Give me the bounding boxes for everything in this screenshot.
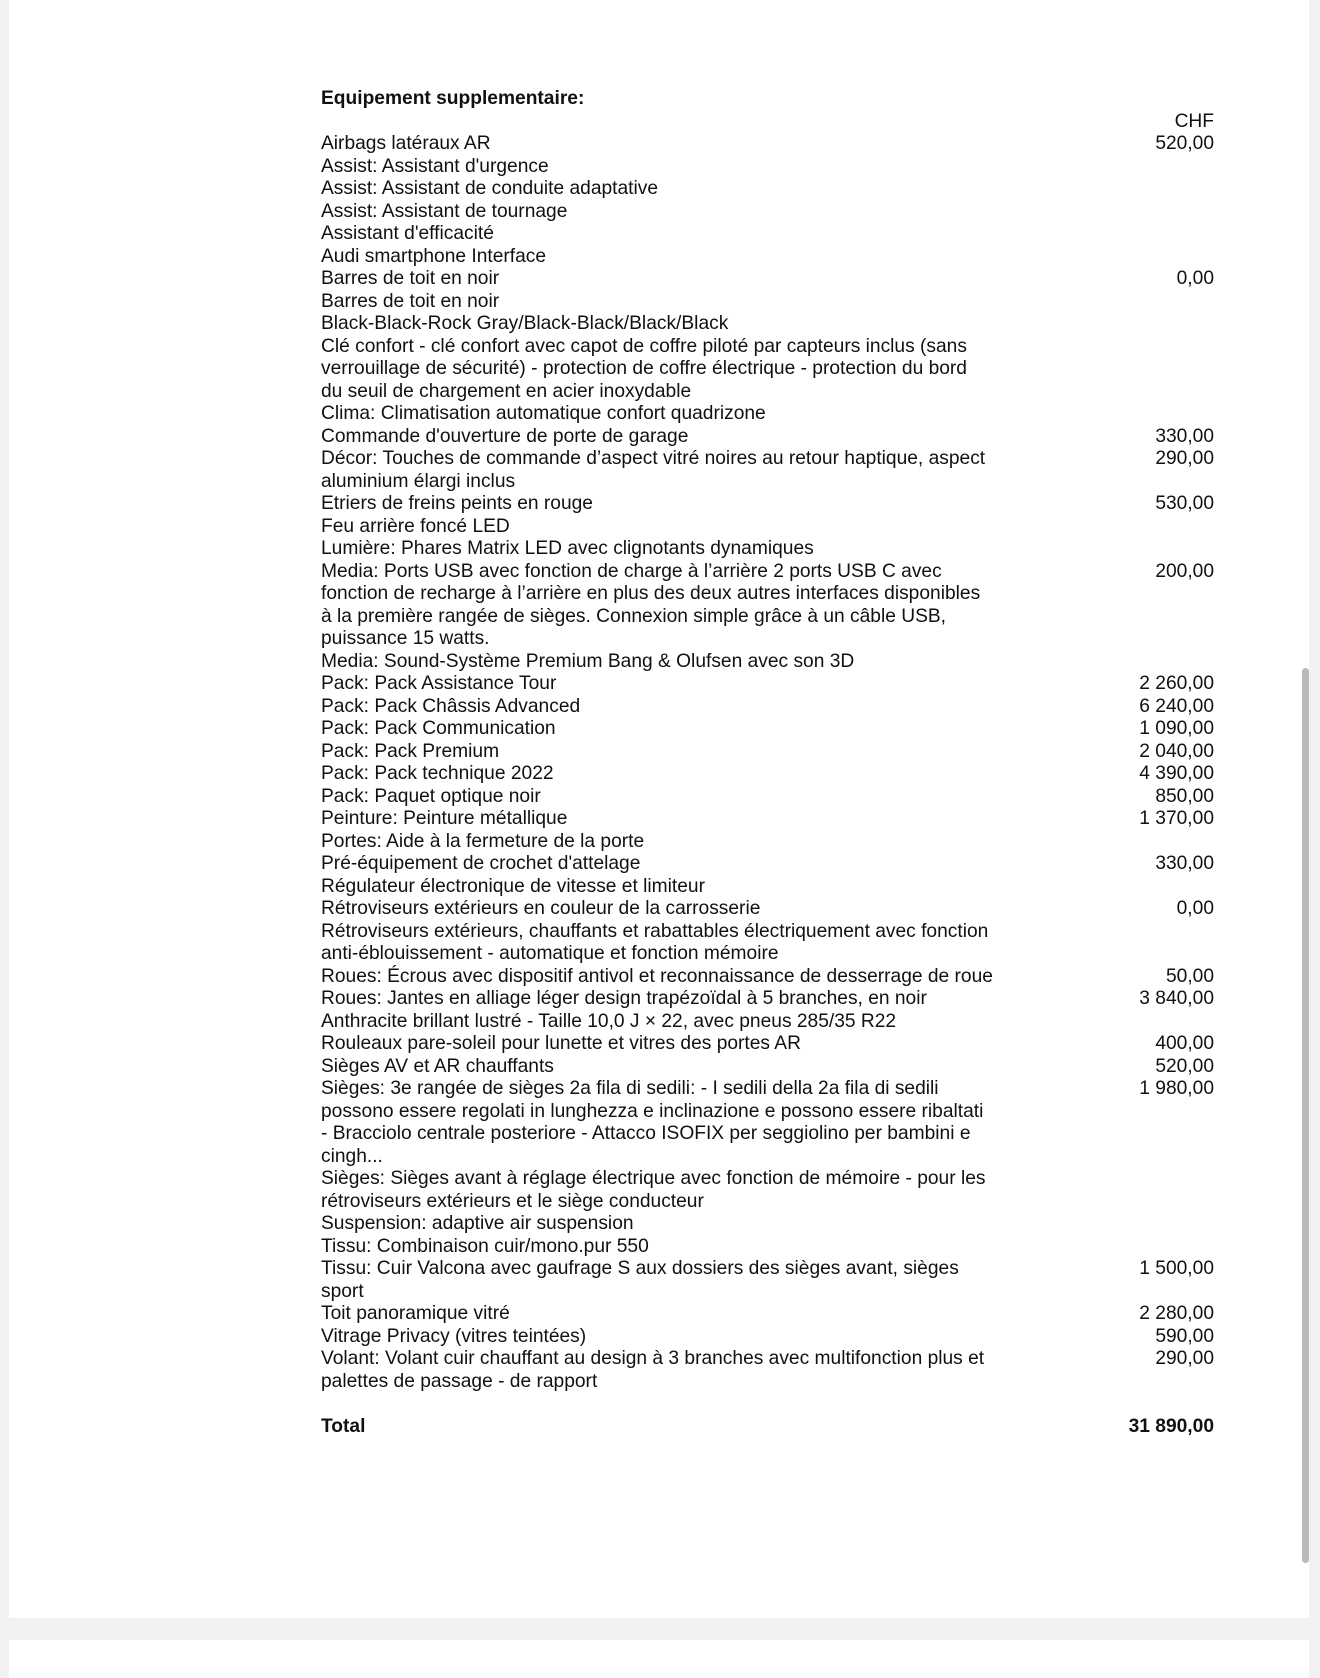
equipment-row bbox=[321, 696, 1214, 719]
equipment-row bbox=[321, 1213, 1214, 1236]
equipment-label: Décor: Touches de commande d’aspect vitré noires au retour haptique, aspect aluminium élargi inclus bbox=[321, 448, 986, 492]
equipment-label: Feu arrière foncé LED bbox=[321, 515, 510, 537]
equipment-row bbox=[321, 516, 1214, 539]
equipment-row bbox=[321, 1236, 1214, 1259]
equipment-row bbox=[321, 898, 1214, 921]
equipment-price: 0,00 bbox=[1176, 268, 1214, 289]
equipment-row bbox=[321, 1326, 1214, 1349]
equipment-price: 0,00 bbox=[1176, 898, 1214, 919]
equipment-price: 330,00 bbox=[1155, 425, 1214, 447]
equipment-price: 4 390,00 bbox=[1139, 763, 1214, 784]
equipment-label: Assist: Assistant de conduite adaptative bbox=[321, 178, 659, 199]
equipment-price: 1 980,00 bbox=[1139, 1078, 1214, 1099]
equipment-row bbox=[321, 831, 1214, 854]
equipment-price: 2 260,00 bbox=[1139, 673, 1214, 694]
equipment-label: Clé confort - clé confort avec capot de coffre piloté par capteurs inclus (sans verrouillage de sécurité) - protection de coffre électrique - protection du bord du seuil de chargement en acier inoxydable bbox=[321, 335, 967, 402]
equipment-row bbox=[321, 201, 1214, 224]
equipment-row bbox=[321, 763, 1214, 786]
equipment-row bbox=[321, 246, 1214, 269]
equipment-row bbox=[321, 1056, 1214, 1079]
next-page bbox=[9, 1640, 1309, 1678]
equipment-label: Assistant d'efficacité bbox=[321, 223, 494, 244]
equipment-price: 200,00 bbox=[1155, 560, 1214, 582]
document-page bbox=[9, 0, 1309, 1618]
equipment-row bbox=[321, 223, 1214, 246]
equipment-label: Pack: Paquet optique noir bbox=[321, 785, 541, 807]
equipment-list bbox=[321, 88, 1214, 1438]
equipment-row bbox=[321, 1303, 1214, 1326]
equipment-row bbox=[321, 538, 1214, 561]
equipment-label: Rétroviseurs extérieurs en couleur de la carrosserie bbox=[321, 898, 761, 919]
equipment-label: Volant: Volant cuir chauffant au design à 3 branches avec multifonction plus et palettes de passage - de rapport bbox=[321, 1348, 985, 1392]
equipment-price: 3 840,00 bbox=[1139, 988, 1214, 1009]
equipment-label: Roues: Jantes en alliage léger design trapézoïdal à 5 branches, en noir Anthracite brillant lustré - Taille 10,0 J × 22, avec pneus 285/35 R22 bbox=[321, 988, 927, 1032]
equipment-row bbox=[321, 403, 1214, 426]
equipment-row bbox=[321, 336, 1214, 404]
equipment-label: Suspension: adaptive air suspension bbox=[321, 1213, 634, 1234]
equipment-price: 1 090,00 bbox=[1139, 718, 1214, 739]
equipment-label: Pack: Pack Premium bbox=[321, 740, 500, 762]
equipment-price: 850,00 bbox=[1155, 785, 1214, 807]
equipment-row bbox=[321, 673, 1214, 696]
total-row bbox=[321, 1416, 1214, 1439]
equipment-label: Pack: Pack Assistance Tour bbox=[321, 673, 557, 694]
equipment-label: Clima: Climatisation automatique confort quadrizone bbox=[321, 403, 766, 424]
equipment-price: 290,00 bbox=[1155, 448, 1214, 469]
equipment-row bbox=[321, 1258, 1214, 1303]
equipment-label: Rétroviseurs extérieurs, chauffants et rabattables électriquement avec fonction anti-éblouissement - automatique et fonction mémoire bbox=[321, 920, 989, 964]
equipment-label: Sièges: Sièges avant à réglage électrique avec fonction de mémoire - pour les rétroviseurs extérieurs et le siège conducteur bbox=[321, 1168, 986, 1212]
equipment-row bbox=[321, 718, 1214, 741]
equipment-label: Black-Black-Rock Gray/Black-Black/Black/Black bbox=[321, 313, 729, 334]
equipment-label: Barres de toit en noir bbox=[321, 268, 500, 289]
equipment-label: Peinture: Peinture métallique bbox=[321, 808, 568, 829]
equipment-row bbox=[321, 786, 1214, 809]
equipment-label: Etriers de freins peints en rouge bbox=[321, 493, 593, 514]
equipment-label: Portes: Aide à la fermeture de la porte bbox=[321, 830, 645, 852]
equipment-row bbox=[321, 808, 1214, 831]
equipment-label: Assist: Assistant d'urgence bbox=[321, 155, 549, 177]
scrollbar-thumb[interactable] bbox=[1302, 668, 1309, 1563]
equipment-label: Pack: Pack technique 2022 bbox=[321, 763, 554, 784]
equipment-row bbox=[321, 313, 1214, 336]
equipment-label: Airbags latéraux AR bbox=[321, 133, 491, 154]
equipment-row bbox=[321, 448, 1214, 493]
equipment-price: 6 240,00 bbox=[1139, 695, 1214, 717]
equipment-price: 50,00 bbox=[1165, 965, 1214, 987]
equipment-price: 520,00 bbox=[1155, 133, 1214, 154]
equipment-label: Lumière: Phares Matrix LED avec clignotants dynamiques bbox=[321, 538, 814, 559]
equipment-label: Audi smartphone Interface bbox=[321, 245, 547, 267]
currency-label: CHF bbox=[1174, 110, 1214, 132]
total-value: 31 890,00 bbox=[1128, 1415, 1214, 1437]
equipment-label: Assist: Assistant de tournage bbox=[321, 200, 568, 222]
equipment-price: 290,00 bbox=[1155, 1348, 1214, 1369]
equipment-row bbox=[321, 268, 1214, 291]
equipment-row bbox=[321, 988, 1214, 1033]
equipment-price: 2 040,00 bbox=[1139, 740, 1214, 762]
equipment-price: 520,00 bbox=[1155, 1055, 1214, 1077]
equipment-row bbox=[321, 178, 1214, 201]
equipment-price: 1 500,00 bbox=[1139, 1258, 1214, 1279]
equipment-row bbox=[321, 1168, 1214, 1213]
equipment-label: Régulateur électronique de vitesse et limiteur bbox=[321, 875, 705, 897]
equipment-label: Tissu: Combinaison cuir/mono.pur 550 bbox=[321, 1235, 649, 1257]
equipment-label: Media: Sound-Système Premium Bang & Olufsen avec son 3D bbox=[321, 650, 855, 672]
equipment-price: 330,00 bbox=[1155, 853, 1214, 874]
equipment-row bbox=[321, 561, 1214, 651]
section-heading: Equipement supplementaire: bbox=[321, 88, 585, 109]
equipment-price: 530,00 bbox=[1155, 493, 1214, 514]
equipment-label: Pré-équipement de crochet d'attelage bbox=[321, 853, 641, 874]
equipment-label: Pack: Pack Communication bbox=[321, 718, 556, 739]
equipment-row bbox=[321, 853, 1214, 876]
equipment-row bbox=[321, 133, 1214, 156]
equipment-rows bbox=[321, 133, 1214, 1393]
equipment-row bbox=[321, 921, 1214, 966]
equipment-price: 400,00 bbox=[1155, 1033, 1214, 1054]
equipment-row bbox=[321, 966, 1214, 989]
equipment-label: Sièges: 3e rangée de sièges 2a fila di sedili: - I sedili della 2a fila di sedili possono essere regolati in lunghezza e inclinazione e possono essere ribaltati - Bracciolo centrale posteriore - Attacco ISOFIX per seggiolino per bambini e cingh... bbox=[321, 1078, 984, 1167]
equipment-row bbox=[321, 426, 1214, 449]
equipment-price: 1 370,00 bbox=[1139, 808, 1214, 829]
equipment-price: 590,00 bbox=[1155, 1325, 1214, 1347]
total-label: Total bbox=[321, 1415, 366, 1437]
equipment-row bbox=[321, 1348, 1214, 1393]
equipment-label: Commande d'ouverture de porte de garage bbox=[321, 425, 689, 447]
equipment-row bbox=[321, 156, 1214, 179]
equipment-label: Pack: Pack Châssis Advanced bbox=[321, 695, 581, 717]
equipment-row bbox=[321, 291, 1214, 314]
equipment-label: Tissu: Cuir Valcona avec gaufrage S aux dossiers des sièges avant, sièges sport bbox=[321, 1258, 959, 1302]
equipment-row bbox=[321, 876, 1214, 899]
equipment-label: Rouleaux pare-soleil pour lunette et vitres des portes AR bbox=[321, 1033, 801, 1054]
equipment-row bbox=[321, 1033, 1214, 1056]
equipment-price: 2 280,00 bbox=[1139, 1303, 1214, 1324]
equipment-label: Toit panoramique vitré bbox=[321, 1303, 510, 1324]
equipment-label: Barres de toit en noir bbox=[321, 290, 500, 312]
equipment-row bbox=[321, 493, 1214, 516]
equipment-label: Roues: Écrous avec dispositif antivol et reconnaissance de desserrage de roue bbox=[321, 965, 993, 987]
equipment-label: Vitrage Privacy (vitres teintées) bbox=[321, 1325, 587, 1347]
equipment-label: Sièges AV et AR chauffants bbox=[321, 1055, 554, 1077]
equipment-row bbox=[321, 651, 1214, 674]
equipment-label: Media: Ports USB avec fonction de charge à l’arrière 2 ports USB C avec fonction de recharge à l’arrière en plus des deux autres interfaces disponibles à la première rangée de sièges. Connexion simple grâce à un câble USB, puissance 15 watts. bbox=[321, 560, 981, 649]
equipment-row bbox=[321, 741, 1214, 764]
equipment-row bbox=[321, 1078, 1214, 1168]
